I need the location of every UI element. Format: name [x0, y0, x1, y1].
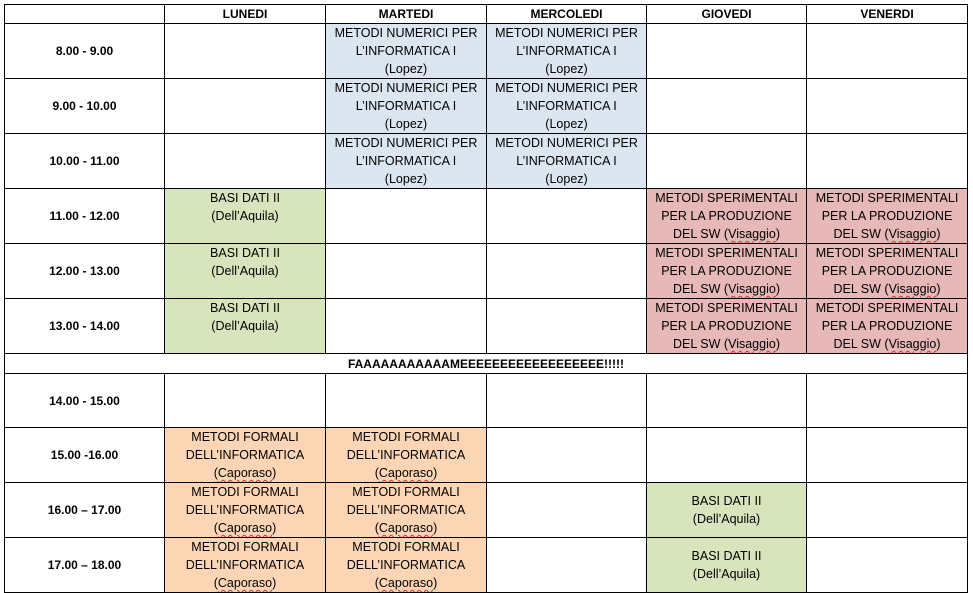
course-cell-metodi-formali: [326, 483, 487, 538]
table-row: [5, 428, 968, 483]
course-teacher: (Caporaso): [213, 466, 277, 480]
empty-cell: [487, 244, 647, 299]
course-title-line: METODI FORMALI: [352, 485, 460, 499]
table-row: [5, 79, 968, 134]
course-title-line: BASI DATI II: [210, 246, 280, 260]
course-title-line: DELL’INFORMATICA: [185, 503, 305, 517]
course-cell-metodi-sperimentali: [807, 189, 968, 244]
course-title-line: PER LA PRODUZIONE: [821, 319, 953, 333]
course-title-line: METODI SPERIMENTALI: [815, 191, 959, 205]
course-teacher: DEL SW (Visaggio): [833, 227, 941, 241]
time-slot: 14.00 - 15.00: [5, 374, 165, 428]
course-teacher: (Lopez): [384, 62, 428, 76]
time-slot: 11.00 - 12.00: [5, 189, 165, 244]
course-title-line: METODI NUMERICI PER: [495, 81, 638, 95]
course-teacher: (Caporaso): [374, 521, 438, 535]
empty-cell: [647, 374, 807, 428]
table-row: [5, 299, 968, 354]
course-title-line: L’INFORMATICA I: [355, 99, 457, 113]
course-cell-basi-dati: [165, 189, 326, 244]
lunch-break-row: [5, 354, 968, 374]
empty-cell: [326, 374, 487, 428]
course-title-line: METODI FORMALI: [191, 485, 299, 499]
empty-cell: [165, 79, 326, 134]
empty-cell: [487, 428, 647, 483]
course-cell-metodi-sperimentali: [807, 299, 968, 354]
empty-cell: [487, 374, 647, 428]
time-slot: 9.00 - 10.00: [5, 79, 165, 134]
course-title-line: METODI SPERIMENTALI: [815, 301, 959, 315]
table-row: [5, 134, 968, 189]
course-title-line: DELL’INFORMATICA: [185, 558, 305, 572]
course-title-line: L’INFORMATICA I: [516, 99, 617, 113]
table-row: [5, 244, 968, 299]
course-title-line: METODI FORMALI: [352, 430, 460, 444]
empty-cell: [807, 374, 968, 428]
empty-cell: [165, 374, 326, 428]
time-slot: 12.00 - 13.00: [5, 244, 165, 299]
course-cell-metodi-formali: [165, 483, 326, 538]
course-title-line: METODI NUMERICI PER: [495, 26, 638, 40]
course-title-line: L’INFORMATICA I: [355, 154, 457, 168]
course-cell-metodi-numerici: [326, 134, 487, 189]
empty-cell: [807, 538, 968, 593]
course-teacher: (Lopez): [545, 172, 588, 186]
course-cell-basi-dati: [647, 538, 807, 593]
course-cell-metodi-sperimentali: [807, 244, 968, 299]
course-title-line: DELL’INFORMATICA: [346, 558, 466, 572]
course-title-line: PER LA PRODUZIONE: [661, 319, 792, 333]
empty-cell: [487, 189, 647, 244]
course-title-line: METODI NUMERICI PER: [334, 26, 478, 40]
course-title-line: PER LA PRODUZIONE: [661, 209, 792, 223]
course-title-line: METODI SPERIMENTALI: [655, 191, 798, 205]
table-row: [5, 374, 968, 428]
timetable: [4, 4, 968, 593]
empty-cell: [647, 428, 807, 483]
empty-cell: [647, 134, 807, 189]
course-title-line: METODI NUMERICI PER: [334, 136, 478, 150]
day-header-martedi: MARTEDI: [326, 5, 487, 24]
empty-cell: [487, 483, 647, 538]
empty-cell: [326, 244, 487, 299]
empty-cell: [807, 428, 968, 483]
course-cell-metodi-formali: [326, 428, 487, 483]
course-title-line: DELL’INFORMATICA: [346, 503, 466, 517]
course-title-line: PER LA PRODUZIONE: [821, 264, 953, 278]
course-title-line: BASI DATI II: [691, 494, 762, 508]
day-header-lunedi: LUNEDI: [165, 5, 326, 24]
course-teacher: DEL SW (Visaggio): [672, 282, 780, 296]
course-teacher: DEL SW (Visaggio): [672, 337, 780, 351]
corner-cell: [5, 5, 165, 24]
course-teacher: (Dell’Aquila): [211, 209, 279, 223]
lunch-break-banner: FAAAAAAAAAAAMEEEEEEEEEEEEEEEEEE!!!!!: [5, 354, 968, 374]
course-title-line: L’INFORMATICA I: [516, 154, 617, 168]
time-slot: 15.00 -16.00: [5, 428, 165, 483]
course-teacher: (Dell’Aquila): [692, 512, 761, 526]
course-teacher: (Lopez): [384, 172, 428, 186]
time-slot: 17.00 – 18.00: [5, 538, 165, 593]
course-teacher: (Caporaso): [213, 521, 277, 535]
course-teacher: (Caporaso): [213, 576, 277, 590]
course-title-line: METODI SPERIMENTALI: [815, 246, 959, 260]
course-title-line: DELL’INFORMATICA: [185, 448, 305, 462]
table-row: [5, 189, 968, 244]
course-title-line: L’INFORMATICA I: [516, 44, 617, 58]
course-cell-metodi-sperimentali: [647, 299, 807, 354]
course-teacher: (Lopez): [545, 117, 588, 131]
course-title-line: METODI NUMERICI PER: [495, 136, 638, 150]
empty-cell: [487, 538, 647, 593]
course-cell-basi-dati: [165, 299, 326, 354]
empty-cell: [807, 483, 968, 538]
empty-cell: [326, 189, 487, 244]
course-cell-basi-dati: [647, 483, 807, 538]
empty-cell: [326, 299, 487, 354]
empty-cell: [807, 134, 968, 189]
empty-cell: [165, 24, 326, 79]
course-cell-metodi-sperimentali: [647, 189, 807, 244]
course-title-line: PER LA PRODUZIONE: [661, 264, 792, 278]
course-cell-metodi-numerici: [487, 24, 647, 79]
course-cell-metodi-formali: [165, 538, 326, 593]
table-row: [5, 483, 968, 538]
course-title-line: METODI FORMALI: [191, 540, 299, 554]
course-cell-metodi-numerici: [487, 79, 647, 134]
course-title-line: BASI DATI II: [210, 191, 280, 205]
course-cell-metodi-numerici: [326, 79, 487, 134]
course-cell-metodi-formali: [326, 538, 487, 593]
day-header-venerdi: VENERDI: [807, 5, 968, 24]
time-slot: 8.00 - 9.00: [5, 24, 165, 79]
course-title-line: METODI SPERIMENTALI: [655, 301, 798, 315]
empty-cell: [647, 79, 807, 134]
course-teacher: (Dell’Aquila): [692, 567, 761, 581]
table-row: [5, 24, 968, 79]
empty-cell: [807, 79, 968, 134]
course-title-line: DELL’INFORMATICA: [346, 448, 466, 462]
course-cell-basi-dati: [165, 244, 326, 299]
time-slot: 13.00 - 14.00: [5, 299, 165, 354]
course-teacher: (Caporaso): [374, 466, 438, 480]
empty-cell: [165, 134, 326, 189]
empty-cell: [487, 299, 647, 354]
course-title-line: METODI FORMALI: [352, 540, 460, 554]
empty-cell: [647, 24, 807, 79]
course-title-line: METODI FORMALI: [191, 430, 299, 444]
course-title-line: METODI NUMERICI PER: [334, 81, 478, 95]
table-row: [5, 538, 968, 593]
course-teacher: (Dell’Aquila): [211, 264, 279, 278]
empty-cell: [807, 24, 968, 79]
course-cell-metodi-numerici: [487, 134, 647, 189]
course-cell-metodi-sperimentali: [647, 244, 807, 299]
course-teacher: (Lopez): [545, 62, 588, 76]
course-cell-metodi-formali: [165, 428, 326, 483]
time-slot: 16.00 – 17.00: [5, 483, 165, 538]
time-slot: 10.00 - 11.00: [5, 134, 165, 189]
course-title-line: METODI SPERIMENTALI: [655, 246, 798, 260]
course-teacher: DEL SW (Visaggio): [672, 227, 780, 241]
day-header-mercoledi: MERCOLEDI: [487, 5, 647, 24]
course-title-line: BASI DATI II: [691, 549, 762, 563]
course-title-line: L’INFORMATICA I: [355, 44, 457, 58]
course-cell-metodi-numerici: [326, 24, 487, 79]
course-title-line: BASI DATI II: [210, 301, 280, 315]
course-teacher: DEL SW (Visaggio): [833, 282, 941, 296]
course-teacher: DEL SW (Visaggio): [833, 337, 941, 351]
day-header-giovedi: GIOVEDI: [647, 5, 807, 24]
header-row: [5, 5, 968, 24]
course-teacher: (Caporaso): [374, 576, 438, 590]
course-title-line: PER LA PRODUZIONE: [821, 209, 953, 223]
course-teacher: (Dell’Aquila): [211, 319, 279, 333]
course-teacher: (Lopez): [384, 117, 428, 131]
